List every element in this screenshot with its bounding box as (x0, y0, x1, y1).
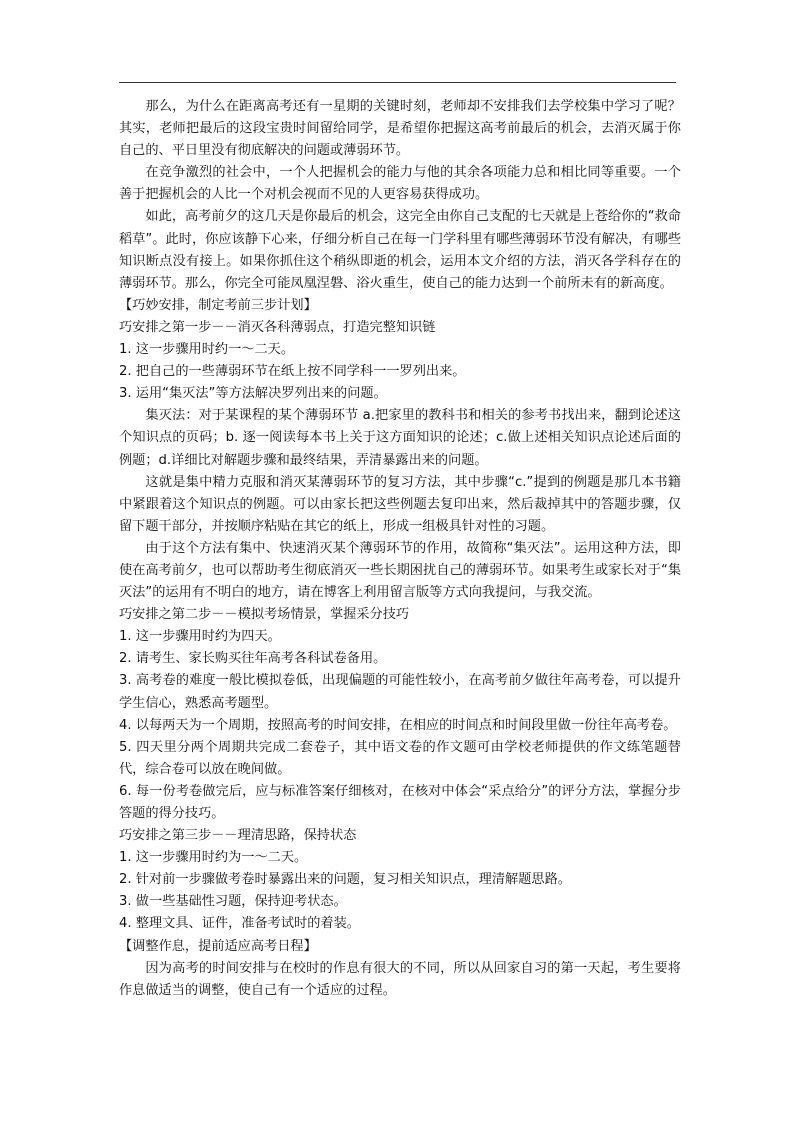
section-heading-plan: 【巧妙安排，制定考前三步计划】 (119, 297, 317, 313)
step-two-item-2: 2. 请考生、家长购买往年高考各科试卷备用。 (119, 651, 387, 667)
paragraph-competition: 在竞争激烈的社会中，一个人把握机会的能力与他的其余各项能力总和相比同等重要。一个善于把握机会的人比一个对机会视而不见的人更容易获得成功。 (119, 165, 681, 203)
step-two-heading: 巧安排之第二步－－模拟考场情景，掌握采分技巧 (119, 607, 410, 623)
document-body (119, 96, 681, 1002)
step-two-item-3: 3. 高考卷的难度一般比模拟卷低，出现偏题的可能性较小，在高考前夕做往年高考卷，可以提升学生信心，熟悉高考题型。 (119, 673, 681, 711)
paragraph-last-chance: 如此，高考前夕的这几天是你最后的机会，这完全由你自己支配的七天就是上苍给你的“救命稻草”。此时，你应该静下心来，仔细分析自己在每一门学科里有哪些薄弱环节没有解决，有哪些知识断点没有接上。如果你抓住这个稍纵即逝的机会，运用本文介绍的方法，消灭各学科存在的薄弱环节。那么，你完全可能凤凰涅磐、浴火重生，使自己的能力达到一个前所未有的新高度。 (119, 209, 681, 291)
step-three-item-3: 3. 做一些基础性习题，保持迎考状态。 (119, 894, 347, 910)
step-three-item-4: 4. 整理文具、证件，准备考试时的着装。 (119, 916, 360, 932)
paragraph-intro: 那么，为什么在距离高考还有一星期的关键时刻，老师却不安排我们去学校集中学习了呢？其实，老师把最后的这段宝贵时间留给同学，是希望你把握这高考前最后的机会，去消灭属于你自己的、平日里没有彻底解决的问题或薄弱环节。 (119, 99, 681, 159)
section-heading-schedule: 【调整作息，提前适应高考日程】 (119, 938, 317, 954)
header-rule (119, 82, 676, 83)
step-two-item-6: 6. 每一份考卷做完后，应与标准答案仔细核对，在核对中体会“采点给分”的评分方法，掌握分步答题的得分技巧。 (119, 783, 681, 821)
paragraph-jimie-summary: 由于这个方法有集中、快速消灭某个薄弱环节的作用，故简称“集灭法”。运用这种方法，即使在高考前夕，也可以帮助考生彻底消灭一些长期困扰自己的薄弱环节。如果考生或家长对于“集灭法”的运用有不明白的地方，请在博客上利用留言版等方式向我提问，与我交流。 (119, 540, 682, 601)
step-one-item-1: 1. 这一步骤用时约一～二天。 (119, 342, 295, 358)
paragraph-review-method: 这就是集中精力克服和消灭某薄弱环节的复习方法，其中步骤“c.”提到的例题是那几本书籍中紧跟着这个知识点的例题。可以由家长把这些例题去复印出来，然后裁掉其中的答题步骤，仅留下题干部分，并按顺序粘贴在其它的纸上，形成一组极具针对性的习题。 (119, 474, 681, 534)
step-three-heading: 巧安排之第三步－－理清思路，保持状态 (119, 828, 357, 844)
step-three-item-2: 2. 针对前一步骤做考卷时暴露出来的问题，复习相关知识点，理清解题思路。 (119, 872, 571, 888)
step-one-heading: 巧安排之第一步－－消灭各科薄弱点，打造完整知识链 (119, 319, 436, 335)
step-three-item-1: 1. 这一步骤用时约为一～二天。 (119, 850, 308, 866)
step-one-item-3: 3. 运用“集灭法”等方法解决罗列出来的问题。 (119, 386, 387, 402)
step-two-item-5: 5. 四天里分两个周期共完成二套卷子，其中语文卷的作文题可由学校老师提供的作文练笔题替代，综合卷可以放在晚间做。 (119, 739, 681, 777)
step-one-item-2: 2. 把自己的一些薄弱环节在纸上按不同学科一一罗列出来。 (119, 364, 466, 380)
step-two-item-1: 1. 这一步骤用时约为四天。 (119, 629, 281, 645)
paragraph-schedule: 因为高考的时间安排与在校时的作息有很大的不同，所以从回家自习的第一天起，考生要将作息做适当的调整，使自己有一个适应的过程。 (119, 960, 681, 998)
paragraph-jimie-method: 集灭法：对于某课程的某个薄弱环节 a.把家里的教科书和相关的参考书找出来，翻到论述这个知识点的页码；b. 逐一阅读每本书上关于这方面知识的论述；c.做上述相关知识点论述后面的例题；d.详细比对解题步骤和最终结果，弄清暴露出来的问题。 (119, 408, 681, 468)
step-two-item-4: 4. 以每两天为一个周期，按照高考的时间安排，在相应的时间点和时间段里做一份往年高考卷。 (119, 717, 677, 733)
